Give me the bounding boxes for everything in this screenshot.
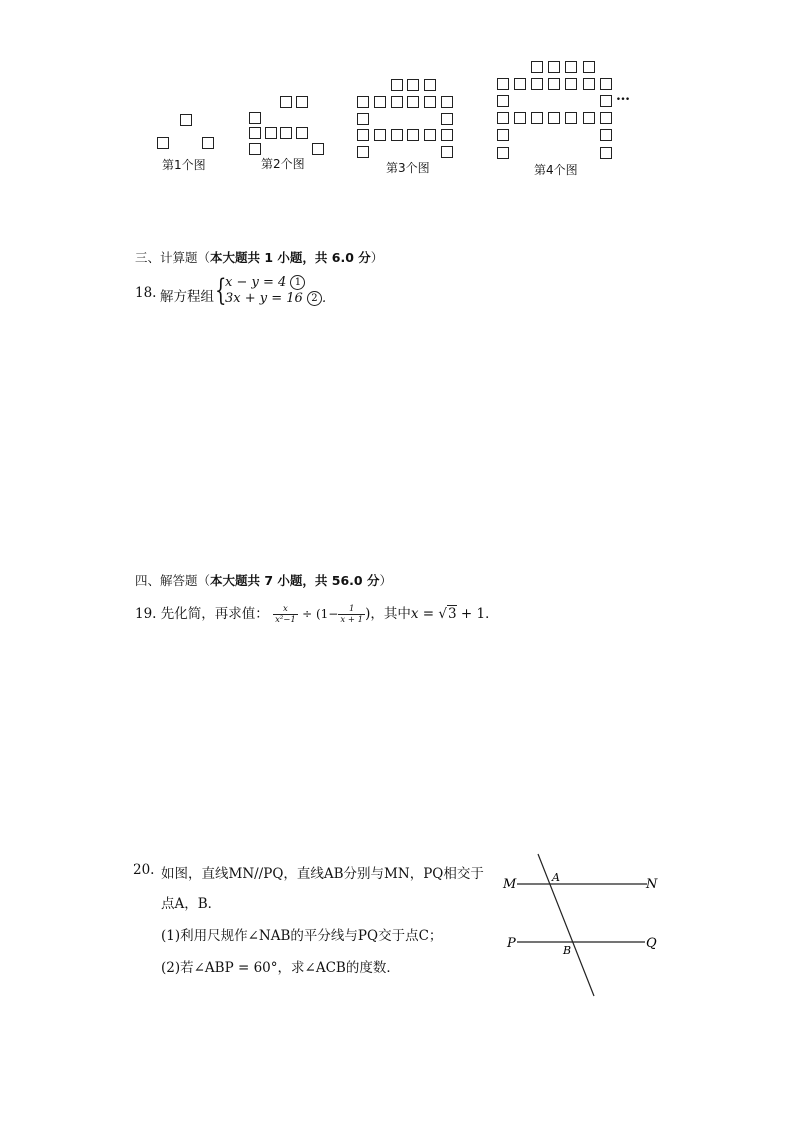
- pattern-square: [600, 95, 612, 107]
- pattern-square: [357, 113, 369, 125]
- parallel-lines-diagram: [495, 850, 665, 1000]
- question-text: 解方程组: [160, 289, 214, 305]
- pattern-square: [296, 96, 308, 108]
- pattern-square: [424, 96, 436, 108]
- pattern-square: [391, 96, 403, 108]
- pattern-square: [280, 96, 292, 108]
- pattern-square: [441, 146, 453, 158]
- label-b: B: [563, 944, 572, 957]
- figure-caption-4: 第4个图: [534, 163, 578, 177]
- pattern-square: [424, 129, 436, 141]
- pattern-square: [249, 143, 261, 155]
- question-number: 20.: [133, 862, 155, 878]
- pattern-square: [583, 78, 595, 90]
- pattern-square: [357, 96, 369, 108]
- pattern-square: [407, 79, 419, 91]
- figure-caption-3: 第3个图: [386, 161, 430, 175]
- pattern-square: [548, 112, 560, 124]
- pattern-square: [514, 78, 526, 90]
- pattern-square: [296, 127, 308, 139]
- line-ab: [538, 854, 594, 996]
- pattern-square: [441, 113, 453, 125]
- figure-caption-1: 第1个图: [162, 158, 206, 172]
- equation-2-marker: 2: [307, 291, 322, 306]
- pattern-square: [497, 112, 509, 124]
- pattern-square: [312, 143, 324, 155]
- pattern-square: [583, 61, 595, 73]
- pattern-square: [583, 112, 595, 124]
- pattern-square: [357, 146, 369, 158]
- pattern-square: [565, 61, 577, 73]
- sqrt-argument: 3: [448, 606, 457, 622]
- figure-caption-2: 第2个图: [261, 157, 305, 171]
- label-m: M: [503, 877, 517, 892]
- label-n: N: [646, 877, 658, 892]
- question-text: 先化简，再求值：: [160, 606, 269, 622]
- equation-1-marker: 1: [290, 275, 305, 290]
- question-part-1: (1)利用尺规作∠NAB的平分线与PQ交于点C；: [161, 928, 443, 944]
- fraction-2: $\frac{1}{x + 1}$: [340, 604, 364, 625]
- question-part-2: (2)若∠ABP = 60°，求∠ACB的度数．: [161, 960, 400, 976]
- pattern-square: [497, 78, 509, 90]
- pattern-square: [514, 112, 526, 124]
- pattern-square: [157, 137, 169, 149]
- pattern-square: [180, 114, 192, 126]
- figure-ellipsis: …: [616, 88, 629, 104]
- pattern-square: [391, 79, 403, 91]
- pattern-square: [497, 95, 509, 107]
- pattern-square: [565, 78, 577, 90]
- question-text-line-1: 如图，直线MN//PQ，直线AB分别与MN，PQ相交于: [161, 866, 484, 882]
- pattern-square: [407, 129, 419, 141]
- question-19: 19. 先化简，再求值： $\frac{x}{\text{x²−1}}$ ÷ (1− $\frac{1}{x + 1}$ )，其中x = √3 + 1．: [135, 604, 499, 625]
- label-a: A: [552, 871, 560, 884]
- pattern-square: [497, 147, 509, 159]
- pattern-square: [565, 112, 577, 124]
- pattern-square: [600, 112, 612, 124]
- pattern-square: [548, 61, 560, 73]
- section-4-heading: 四、解答题（本大题共 7 小题，共 56.0 分）: [135, 573, 392, 588]
- equation-2: 3x + y = 16 2 .: [225, 291, 327, 306]
- pattern-square: [280, 127, 292, 139]
- pattern-square: [249, 112, 261, 124]
- question-number: 19.: [135, 606, 157, 622]
- pattern-square: [531, 78, 543, 90]
- pattern-square: [441, 129, 453, 141]
- pattern-square: [548, 78, 560, 90]
- pattern-square: [265, 127, 277, 139]
- label-p: P: [507, 936, 516, 951]
- section-3-heading: 三、计算题（本大题共 1 小题，共 6.0 分）: [135, 250, 384, 265]
- equation-1: x − y = 4 1: [225, 275, 305, 290]
- pattern-square: [600, 129, 612, 141]
- brace: {: [215, 273, 227, 308]
- pattern-square: [249, 127, 261, 139]
- sqrt-symbol: √: [438, 606, 448, 622]
- pattern-square: [441, 96, 453, 108]
- pattern-square: [600, 78, 612, 90]
- question-number: 18.: [135, 285, 157, 301]
- pattern-square: [600, 147, 612, 159]
- pattern-square: [374, 129, 386, 141]
- pattern-square: [531, 61, 543, 73]
- pattern-square: [374, 96, 386, 108]
- label-q: Q: [646, 936, 657, 951]
- pattern-square: [391, 129, 403, 141]
- pattern-square: [531, 112, 543, 124]
- pattern-square: [202, 137, 214, 149]
- pattern-square: [407, 96, 419, 108]
- fraction-1: $\frac{x}{\text{x²−1}}$: [275, 604, 296, 625]
- pattern-square: [497, 129, 509, 141]
- pattern-square: [424, 79, 436, 91]
- question-text-line-2: 点A，B．: [161, 896, 222, 912]
- pattern-square: [357, 129, 369, 141]
